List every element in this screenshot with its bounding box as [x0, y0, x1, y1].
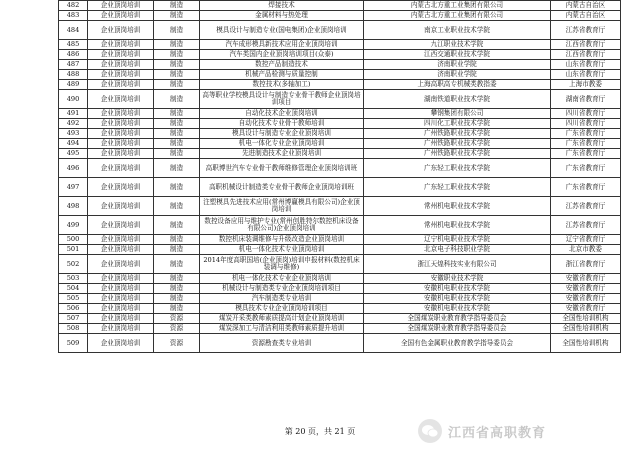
cell-training-type: 企业顶岗培训 — [88, 50, 154, 60]
cell-field: 制造 — [154, 197, 200, 216]
cell-field: 制造 — [154, 80, 200, 90]
cell-unit: 安徽机电职业技术学院 — [364, 304, 551, 314]
cell-field: 制造 — [154, 90, 200, 109]
cell-number: 491 — [59, 109, 88, 119]
cell-recommender: 内蒙古自治区 — [551, 1, 621, 11]
cell-number: 506 — [59, 304, 88, 314]
cell-training-type: 企业顶岗培训 — [88, 197, 154, 216]
cell-number: 501 — [59, 245, 88, 255]
cell-project: 数控技术(多轴加工) — [200, 80, 364, 90]
table-body — [59, 1, 621, 353]
cell-training-type: 企业顶岗培训 — [88, 90, 154, 109]
table-row — [59, 294, 621, 304]
cell-training-type: 企业顶岗培训 — [88, 284, 154, 294]
table-row — [59, 197, 621, 216]
cell-project: 2014年度高职国培(企业顶岗)培训申报材料(数控机床装调与维修) — [200, 255, 364, 274]
cell-training-type: 企业顶岗培训 — [88, 40, 154, 50]
cell-field: 制造 — [154, 119, 200, 129]
cell-training-type: 企业顶岗培训 — [88, 255, 154, 274]
table-row — [59, 284, 621, 294]
cell-field: 制造 — [154, 274, 200, 284]
cell-number: 504 — [59, 284, 88, 294]
cell-project: 煤炭开采类教师素质提高计划企业顶岗培训 — [200, 314, 364, 324]
cell-training-type: 企业顶岗培训 — [88, 245, 154, 255]
cell-field: 制造 — [154, 294, 200, 304]
page-number: 第 20 页，共 21 页 — [284, 427, 356, 436]
cell-unit: 辽宁机电职业技术学院 — [364, 235, 551, 245]
cell-unit: 广东轻工职业技术学院 — [364, 178, 551, 197]
cell-number: 497 — [59, 178, 88, 197]
table-row — [59, 80, 621, 90]
cell-number: 505 — [59, 294, 88, 304]
cell-project: 模具技术专业企业顶岗培训项目 — [200, 304, 364, 314]
cell-project: 资源勘查类专业培训 — [200, 334, 364, 353]
cell-field: 制造 — [154, 60, 200, 70]
table-row — [59, 304, 621, 314]
cell-project: 先进制造技术企业顶岗培训 — [200, 149, 364, 159]
cell-unit: 北京电子科技职业学院 — [364, 245, 551, 255]
table-row — [59, 11, 621, 21]
cell-recommender: 广东省教育厅 — [551, 129, 621, 139]
cell-recommender: 广东省教育厅 — [551, 178, 621, 197]
cell-recommender: 山东省教育厅 — [551, 70, 621, 80]
table-row — [59, 178, 621, 197]
table-row — [59, 21, 621, 40]
cell-unit: 江西交通职业技术学院 — [364, 50, 551, 60]
cell-field: 制造 — [154, 1, 200, 11]
cell-field: 资源 — [154, 324, 200, 334]
project-table — [58, 0, 621, 353]
cell-training-type: 企业顶岗培训 — [88, 70, 154, 80]
cell-field: 制造 — [154, 216, 200, 235]
cell-unit: 湖南铁道职业技术学院 — [364, 90, 551, 109]
cell-recommender: 安徽省教育厅 — [551, 274, 621, 284]
cell-number: 494 — [59, 139, 88, 149]
cell-training-type: 企业顶岗培训 — [88, 216, 154, 235]
cell-training-type: 企业顶岗培训 — [88, 178, 154, 197]
table-row — [59, 90, 621, 109]
table-row — [59, 334, 621, 353]
cell-recommender: 全国性培训机构 — [551, 314, 621, 324]
table-row — [59, 255, 621, 274]
table-row — [59, 1, 621, 11]
cell-unit: 南京工业职业技术学院 — [364, 21, 551, 40]
cell-number: 493 — [59, 129, 88, 139]
cell-recommender: 安徽省教育厅 — [551, 284, 621, 294]
cell-field: 制造 — [154, 149, 200, 159]
cell-project: 煤炭深加工与清洁利用类教师素质提升培训 — [200, 324, 364, 334]
table-row — [59, 60, 621, 70]
cell-project: 机械设计与制造类专业企业顶岗培训项目 — [200, 284, 364, 294]
cell-field: 制造 — [154, 139, 200, 149]
cell-number: 499 — [59, 216, 88, 235]
cell-unit: 安徽机电职业技术学院 — [364, 284, 551, 294]
cell-recommender: 内蒙古自治区 — [551, 11, 621, 21]
cell-field: 制造 — [154, 70, 200, 80]
cell-project: 模具设计与制造专业企业顶岗培训 — [200, 129, 364, 139]
cell-unit: 常州机电职业技术学院 — [364, 197, 551, 216]
cell-project: 焊接技术 — [200, 1, 364, 11]
cell-field: 制造 — [154, 284, 200, 294]
cell-unit: 四川化工职业技术学院 — [364, 119, 551, 129]
cell-recommender: 江苏省教育厅 — [551, 21, 621, 40]
table-row — [59, 149, 621, 159]
cell-field: 制造 — [154, 129, 200, 139]
cell-number: 484 — [59, 21, 88, 40]
cell-number: 498 — [59, 197, 88, 216]
cell-recommender: 江西省教育厅 — [551, 40, 621, 50]
cell-number: 482 — [59, 1, 88, 11]
table-row — [59, 235, 621, 245]
cell-recommender: 广东省教育厅 — [551, 159, 621, 178]
cell-number: 487 — [59, 60, 88, 70]
cell-number: 495 — [59, 149, 88, 159]
cell-number: 502 — [59, 255, 88, 274]
cell-recommender: 江苏省教育厅 — [551, 197, 621, 216]
cell-unit: 广东轻工职业技术学院 — [364, 159, 551, 178]
wechat-logo-icon — [418, 419, 442, 443]
cell-training-type: 企业顶岗培训 — [88, 324, 154, 334]
cell-training-type: 企业顶岗培训 — [88, 139, 154, 149]
cell-field: 资源 — [154, 334, 200, 353]
cell-project: 汽车成形模具新技术应用企业顶岗培训 — [200, 40, 364, 50]
cell-field: 制造 — [154, 109, 200, 119]
table-row — [59, 109, 621, 119]
cell-recommender: 安徽省教育厅 — [551, 304, 621, 314]
cell-number: 488 — [59, 70, 88, 80]
watermark-text: 江西省高职教育 — [448, 425, 547, 441]
cell-project: 汽车制造类专业培训 — [200, 294, 364, 304]
cell-project: 注塑模具先进技术应用(常州博赢模具有限公司)企业顶岗培训 — [200, 197, 364, 216]
cell-training-type: 企业顶岗培训 — [88, 159, 154, 178]
cell-recommender: 全国性培训机构 — [551, 334, 621, 353]
cell-training-type: 企业顶岗培训 — [88, 235, 154, 245]
cell-field: 制造 — [154, 255, 200, 274]
cell-unit: 安徽机电职业技术学院 — [364, 294, 551, 304]
table-row — [59, 245, 621, 255]
cell-project: 数控设备应用与维护专业(常州创胜特尔数控机床设备有限公司)企业顶岗培训 — [200, 216, 364, 235]
watermark — [418, 416, 640, 446]
cell-training-type: 企业顶岗培训 — [88, 60, 154, 70]
cell-training-type: 企业顶岗培训 — [88, 109, 154, 119]
cell-recommender: 上海市教委 — [551, 80, 621, 90]
cell-number: 507 — [59, 314, 88, 324]
cell-unit: 九江职业技术学院 — [364, 40, 551, 50]
cell-unit: 济南职业学院 — [364, 70, 551, 80]
cell-project: 模具设计与制造专业(国电集团)企业顶岗培训 — [200, 21, 364, 40]
cell-recommender: 北京市教委 — [551, 245, 621, 255]
cell-project: 机械产品检测与质量控制 — [200, 70, 364, 80]
cell-unit: 广州铁路职业技术学院 — [364, 139, 551, 149]
cell-number: 508 — [59, 324, 88, 334]
cell-field: 制造 — [154, 50, 200, 60]
cell-number: 496 — [59, 159, 88, 178]
cell-unit: 济南职业学院 — [364, 60, 551, 70]
cell-field: 制造 — [154, 159, 200, 178]
cell-unit: 安徽职业技术学院 — [364, 274, 551, 284]
cell-project: 高职机械设计制造类专业骨干教师企业顶岗培训班 — [200, 178, 364, 197]
cell-project: 机电一体化技术专业企业顶岗培训 — [200, 274, 364, 284]
cell-number: 509 — [59, 334, 88, 353]
cell-unit: 全国煤炭职业教育教学指导委员会 — [364, 314, 551, 324]
cell-recommender: 浙江省教育厅 — [551, 255, 621, 274]
table-row — [59, 216, 621, 235]
cell-recommender: 四川省教育厅 — [551, 109, 621, 119]
cell-project: 金属材料与热处理 — [200, 11, 364, 21]
table-row — [59, 324, 621, 334]
cell-unit: 攀钢集团有限公司 — [364, 109, 551, 119]
table-row — [59, 139, 621, 149]
cell-training-type: 企业顶岗培训 — [88, 21, 154, 40]
cell-project: 自动化技术企业顶岗培训 — [200, 109, 364, 119]
cell-project: 机电一体化技术专业顶岗培训 — [200, 245, 364, 255]
cell-field: 制造 — [154, 245, 200, 255]
cell-recommender: 广东省教育厅 — [551, 139, 621, 149]
cell-recommender: 江苏省教育厅 — [551, 216, 621, 235]
cell-recommender: 山东省教育厅 — [551, 60, 621, 70]
cell-unit: 全国煤炭职业教育教学指导委员会 — [364, 324, 551, 334]
table-row — [59, 129, 621, 139]
cell-training-type: 企业顶岗培训 — [88, 304, 154, 314]
cell-unit: 全国有色金属职业教育教学指导委员会 — [364, 334, 551, 353]
cell-recommender: 江西省教育厅 — [551, 50, 621, 60]
cell-field: 制造 — [154, 304, 200, 314]
cell-recommender: 广东省教育厅 — [551, 149, 621, 159]
cell-project: 数控产品制造技术 — [200, 60, 364, 70]
cell-recommender: 安徽省教育厅 — [551, 294, 621, 304]
table-row — [59, 314, 621, 324]
cell-project: 自动化技术专业骨干教师培训 — [200, 119, 364, 129]
cell-training-type: 企业顶岗培训 — [88, 294, 154, 304]
table-row — [59, 119, 621, 129]
cell-training-type: 企业顶岗培训 — [88, 1, 154, 11]
cell-project: 机电一体化专业企业顶岗培训 — [200, 139, 364, 149]
cell-training-type: 企业顶岗培训 — [88, 274, 154, 284]
cell-training-type: 企业顶岗培训 — [88, 80, 154, 90]
cell-unit: 内蒙古北方重工业集团有限公司 — [364, 1, 551, 11]
cell-unit: 内蒙古北方重工业集团有限公司 — [364, 11, 551, 21]
table-row — [59, 274, 621, 284]
cell-recommender: 湖南省教育厅 — [551, 90, 621, 109]
cell-training-type: 企业顶岗培训 — [88, 119, 154, 129]
cell-unit: 浙江天煌科技实业有限公司 — [364, 255, 551, 274]
cell-project: 数控机床装调维修与升级改造企业顶岗培训 — [200, 235, 364, 245]
cell-project: 高等职业学校模具设计与制造专业骨干教师企业顶岗培训项目 — [200, 90, 364, 109]
cell-unit: 广州铁路职业技术学院 — [364, 129, 551, 139]
cell-number: 490 — [59, 90, 88, 109]
cell-field: 制造 — [154, 235, 200, 245]
table-row — [59, 40, 621, 50]
cell-number: 485 — [59, 40, 88, 50]
cell-project: 高职博世汽车专业骨干教师维修管理企业顶岗培训班 — [200, 159, 364, 178]
cell-training-type: 企业顶岗培训 — [88, 149, 154, 159]
cell-training-type: 企业顶岗培训 — [88, 129, 154, 139]
cell-training-type: 企业顶岗培训 — [88, 334, 154, 353]
cell-unit: 常州机电职业技术学院 — [364, 216, 551, 235]
cell-training-type: 企业顶岗培训 — [88, 314, 154, 324]
cell-recommender: 辽宁省教育厅 — [551, 235, 621, 245]
table-row — [59, 159, 621, 178]
cell-number: 489 — [59, 80, 88, 90]
cell-field: 制造 — [154, 178, 200, 197]
table-row — [59, 70, 621, 80]
cell-recommender: 四川省教育厅 — [551, 119, 621, 129]
cell-number: 483 — [59, 11, 88, 21]
cell-unit: 广州铁路职业技术学院 — [364, 149, 551, 159]
cell-number: 500 — [59, 235, 88, 245]
cell-field: 制造 — [154, 40, 200, 50]
cell-number: 486 — [59, 50, 88, 60]
cell-project: 汽车类国内企业顶岗培训项目(众泰) — [200, 50, 364, 60]
cell-number: 492 — [59, 119, 88, 129]
cell-field: 制造 — [154, 21, 200, 40]
cell-training-type: 企业顶岗培训 — [88, 11, 154, 21]
cell-field: 制造 — [154, 11, 200, 21]
cell-unit: 上海高职高专机械类教指委 — [364, 80, 551, 90]
cell-number: 503 — [59, 274, 88, 284]
cell-recommender: 全国性培训机构 — [551, 324, 621, 334]
table-row — [59, 50, 621, 60]
cell-field: 资源 — [154, 314, 200, 324]
